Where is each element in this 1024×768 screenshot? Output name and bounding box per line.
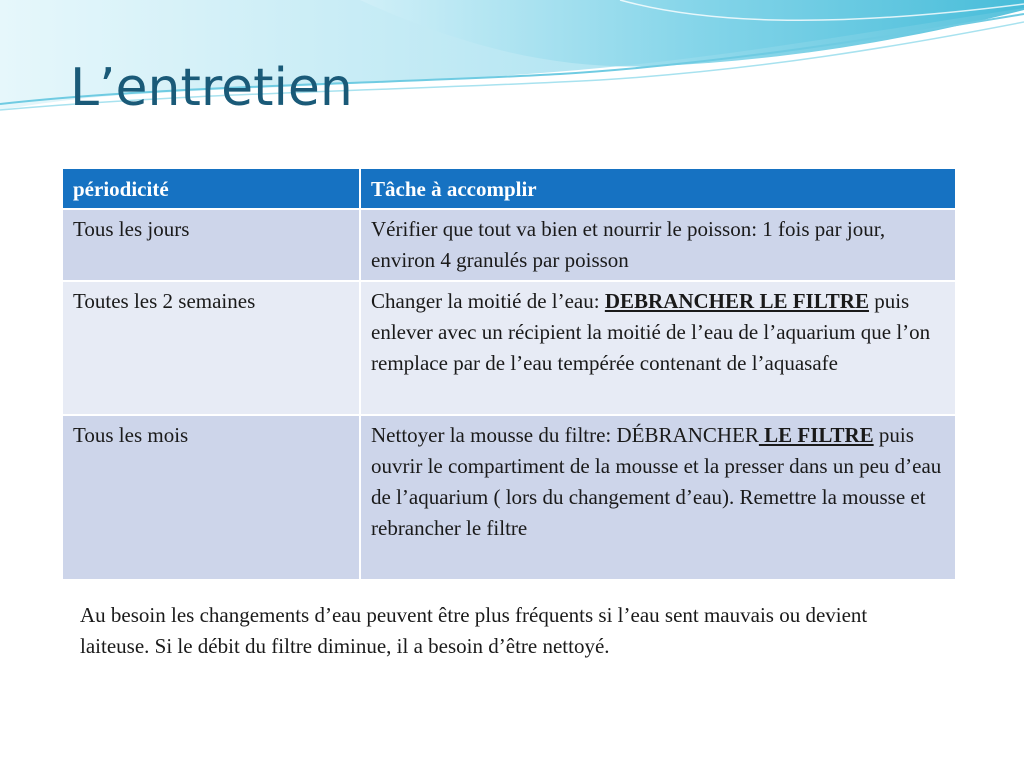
task-cell bbox=[360, 281, 956, 415]
task-text-continued: puis ouvrir le compartiment de la mousse et la presser dans un peu d’eau de l’aquarium ( lors du changement d’eau). Remettre la mousse et rebrancher le filtre bbox=[371, 423, 942, 540]
header-periodicity: périodicité bbox=[62, 168, 360, 209]
unplug-filter-emphasis: DEBRANCHER LE FILTRE bbox=[604, 289, 869, 313]
footnote-paragraph: Au besoin les changements d’eau peuvent être plus fréquents si l’eau sent mauvais ou devient laiteuse. Si le débit du filtre diminue, il a besoin d’être nettoyé. bbox=[80, 603, 868, 658]
task-text: Vérifier que tout va bien et nourrir le poisson: 1 fois par jour, environ 4 granulés par poisson bbox=[371, 217, 886, 272]
table-row bbox=[62, 209, 956, 281]
task-text: Changer la moitié de l’eau: bbox=[371, 289, 605, 313]
table-row bbox=[62, 281, 956, 415]
maintenance-table bbox=[61, 167, 957, 581]
period-cell: Tous les jours bbox=[62, 209, 360, 281]
period-cell: Toutes les 2 semaines bbox=[62, 281, 360, 415]
table-header-row bbox=[62, 168, 956, 209]
header-task: Tâche à accomplir bbox=[360, 168, 956, 209]
task-cell bbox=[360, 415, 956, 580]
table-row bbox=[62, 415, 956, 580]
unplug-filter-emphasis: LE FILTRE bbox=[758, 423, 874, 447]
slide-title: L’entretien bbox=[70, 58, 353, 118]
task-cell bbox=[360, 209, 956, 281]
task-text-continued: puis enlever avec un récipient la moitié de l’eau de l’aquarium que l’on remplace par de l’eau tempérée contenant de l’aquasafe bbox=[371, 289, 931, 375]
task-text: Nettoyer la mousse du filtre: DÉBRANCHER bbox=[371, 423, 759, 447]
period-cell: Tous les mois bbox=[62, 415, 360, 580]
